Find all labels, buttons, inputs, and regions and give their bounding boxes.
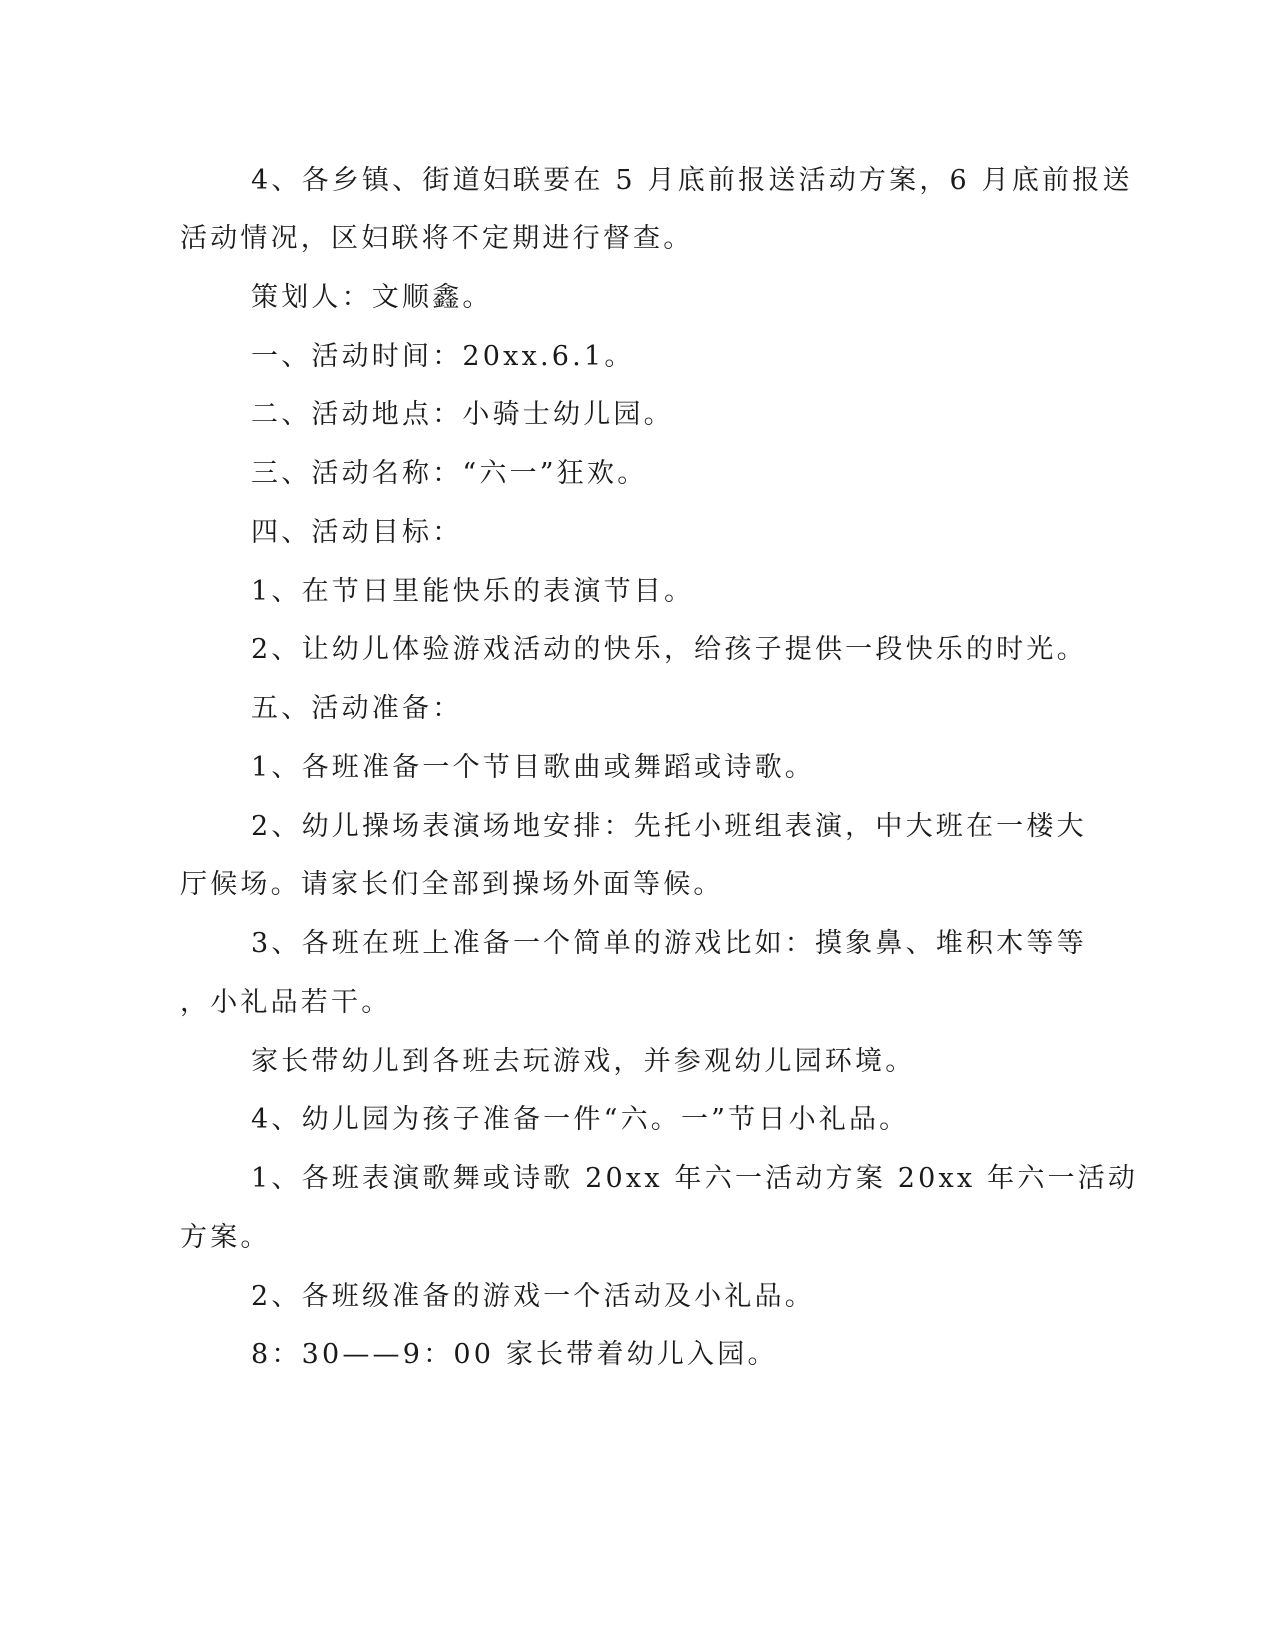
schedule-line: 8：30——9：00 家长带着幼儿入园。 (251, 1339, 778, 1370)
paragraph-text-line: 家长带幼儿到各班去玩游戏，并参观幼儿园环境。 (251, 1046, 916, 1077)
list-item: 1、在节日里能快乐的表演节目。 (251, 576, 695, 607)
section-heading-name: 三、活动名称：“六一”狂欢。 (251, 458, 648, 489)
list-item: 2、幼儿操场表演场地安排：先托小班组表演，中大班在一楼大 (251, 811, 1087, 842)
list-item: 1、各班表演歌舞或诗歌 20xx 年六一活动方案 20xx 年六一活动 (251, 1163, 1139, 1194)
paragraph-text-line: 活动情况，区妇联将不定期进行督查。 (180, 223, 694, 254)
list-item: 1、各班准备一个节目歌曲或舞蹈或诗歌。 (251, 752, 815, 783)
section-heading-goals: 四、活动目标： (251, 517, 463, 548)
section-heading-location: 二、活动地点：小骑士幼儿园。 (251, 399, 674, 430)
list-item-continuation: ，小礼品若干。 (180, 987, 392, 1018)
list-item-continuation: 厅候场。请家长们全部到操场外面等候。 (180, 869, 724, 900)
paragraph-text-line: 4、各乡镇、街道妇联要在 5 月底前报送活动方案，6 月底前报送 (251, 165, 1133, 196)
section-heading-preparation: 五、活动准备： (251, 693, 463, 724)
planner-line: 策划人：文顺鑫。 (251, 282, 493, 313)
list-item: 3、各班在班上准备一个简单的游戏比如：摸象鼻、堆积木等等 (251, 928, 1087, 959)
list-item: 2、各班级准备的游戏一个活动及小礼品。 (251, 1281, 815, 1312)
list-item: 4、幼儿园为孩子准备一件“六。一”节日小礼品。 (251, 1104, 910, 1135)
list-item: 2、让幼儿体验游戏活动的快乐，给孩子提供一段快乐的时光。 (251, 634, 1087, 665)
section-heading-time: 一、活动时间：20xx.6.1。 (251, 341, 635, 372)
list-item-continuation: 方案。 (180, 1222, 271, 1253)
